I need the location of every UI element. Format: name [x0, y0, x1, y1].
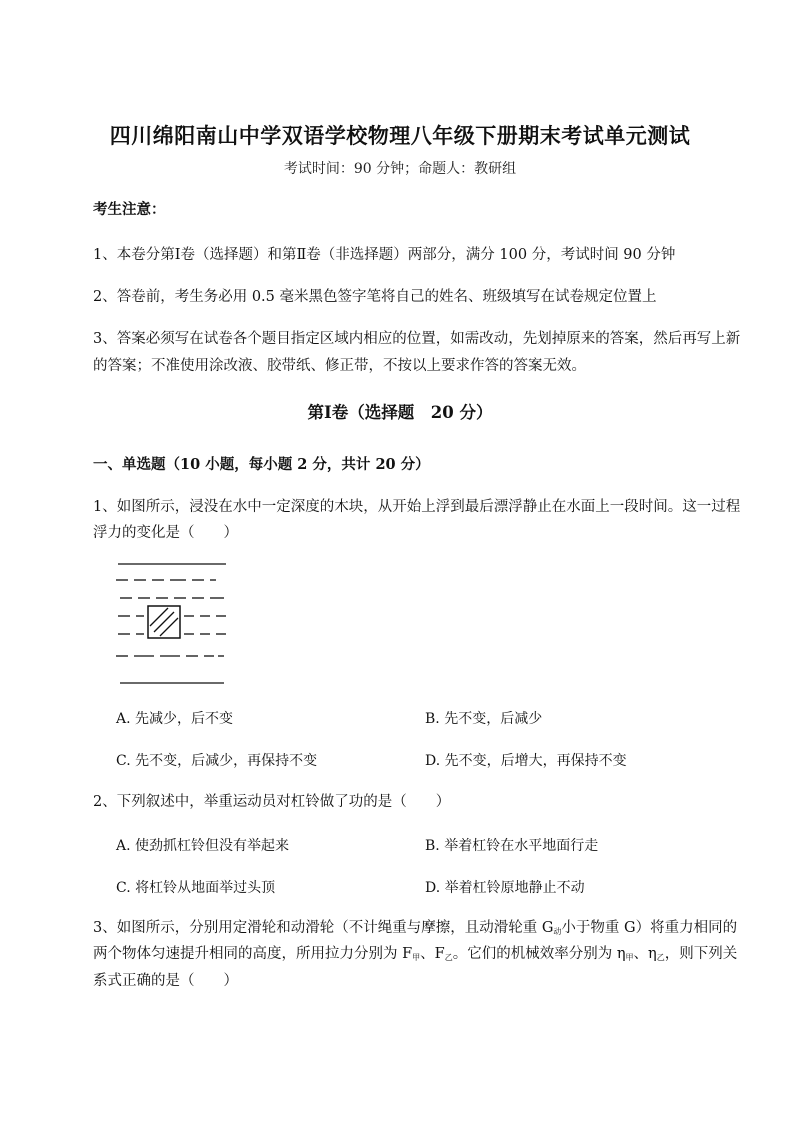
question-3-stem-line2: 两个物体匀速提升相同的高度，所用拉力分别为 $F_甲$、$F_乙$。它们的机械效率分别为 $\eta_甲$、$\eta_乙$，则下列关 [93, 946, 738, 962]
exam-info: 考试时间：90 分钟；命题人：教研组 [283, 161, 517, 177]
note-2: 2、答卷前，考生务必用 0.5 毫米黑色签字笔将自己的姓名、班级填写在试卷规定位置上 [93, 289, 657, 305]
question-2-option-d: D. 举着杠铃原地静止不动 [425, 880, 585, 896]
note-3-line2: 的答案；不准使用涂改液、胶带纸、修正带，不按以上要求作答的答案无效。 [93, 358, 586, 374]
question-1-option-d: D. 先不变，后增大，再保持不变 [425, 753, 627, 769]
question-3-stem-line1: 3、如图所示，分别用定滑轮和动滑轮（不计绳重与摩擦，且动滑轮重 $G_动$小于物重 G）将重力相同的 [93, 920, 738, 936]
page-title: 四川绵阳南山中学双语学校物理八年级下册期末考试单元测试 [109, 123, 691, 148]
question-2-stem: 2、下列叙述中，举重运动员对杠铃做了功的是（ ） [93, 794, 451, 810]
question-2-option-c: C. 将杠铃从地面举过头顶 [116, 880, 276, 896]
question-1-option-a: A. 先减少，后不变 [116, 711, 234, 727]
note-3-line1: 3、答案必须写在试卷各个题目指定区域内相应的位置，如需改动，先划掉原来的答案，然后再写上新 [93, 331, 741, 347]
question-1-stem-line1: 1、如图所示，浸没在水中一定深度的木块，从开始上浮到最后漂浮静止在水面上一段时间。这一过程 [93, 499, 741, 515]
question-2-option-a: A. 使劲抓杠铃但没有举起来 [116, 838, 290, 854]
question-1-option-c: C. 先不变，后减少，再保持不变 [116, 753, 318, 769]
water-dashes [116, 580, 226, 656]
question-1-stem-line2: 浮力的变化是（ ） [93, 525, 238, 541]
note-1: 1、本卷分第Ⅰ卷（选择题）和第Ⅱ卷（非选择题）两部分，满分 100 分，考试时间 90 分钟 [93, 247, 676, 263]
section-title: 第Ⅰ卷（选择题 20 分） [307, 403, 493, 422]
question-2-option-b: B. 举着杠铃在水平地面行走 [425, 838, 599, 854]
question-1-option-b: B. 先不变，后减少 [425, 711, 543, 727]
part-heading: 一、单选题（10 小题，每小题 2 分，共计 20 分） [93, 456, 430, 473]
wooden-block [148, 606, 180, 638]
notes-heading: 考生注意： [93, 201, 166, 218]
question-3-stem-line3: 系式正确的是（ ） [93, 973, 238, 989]
floating-block-figure [110, 556, 235, 691]
